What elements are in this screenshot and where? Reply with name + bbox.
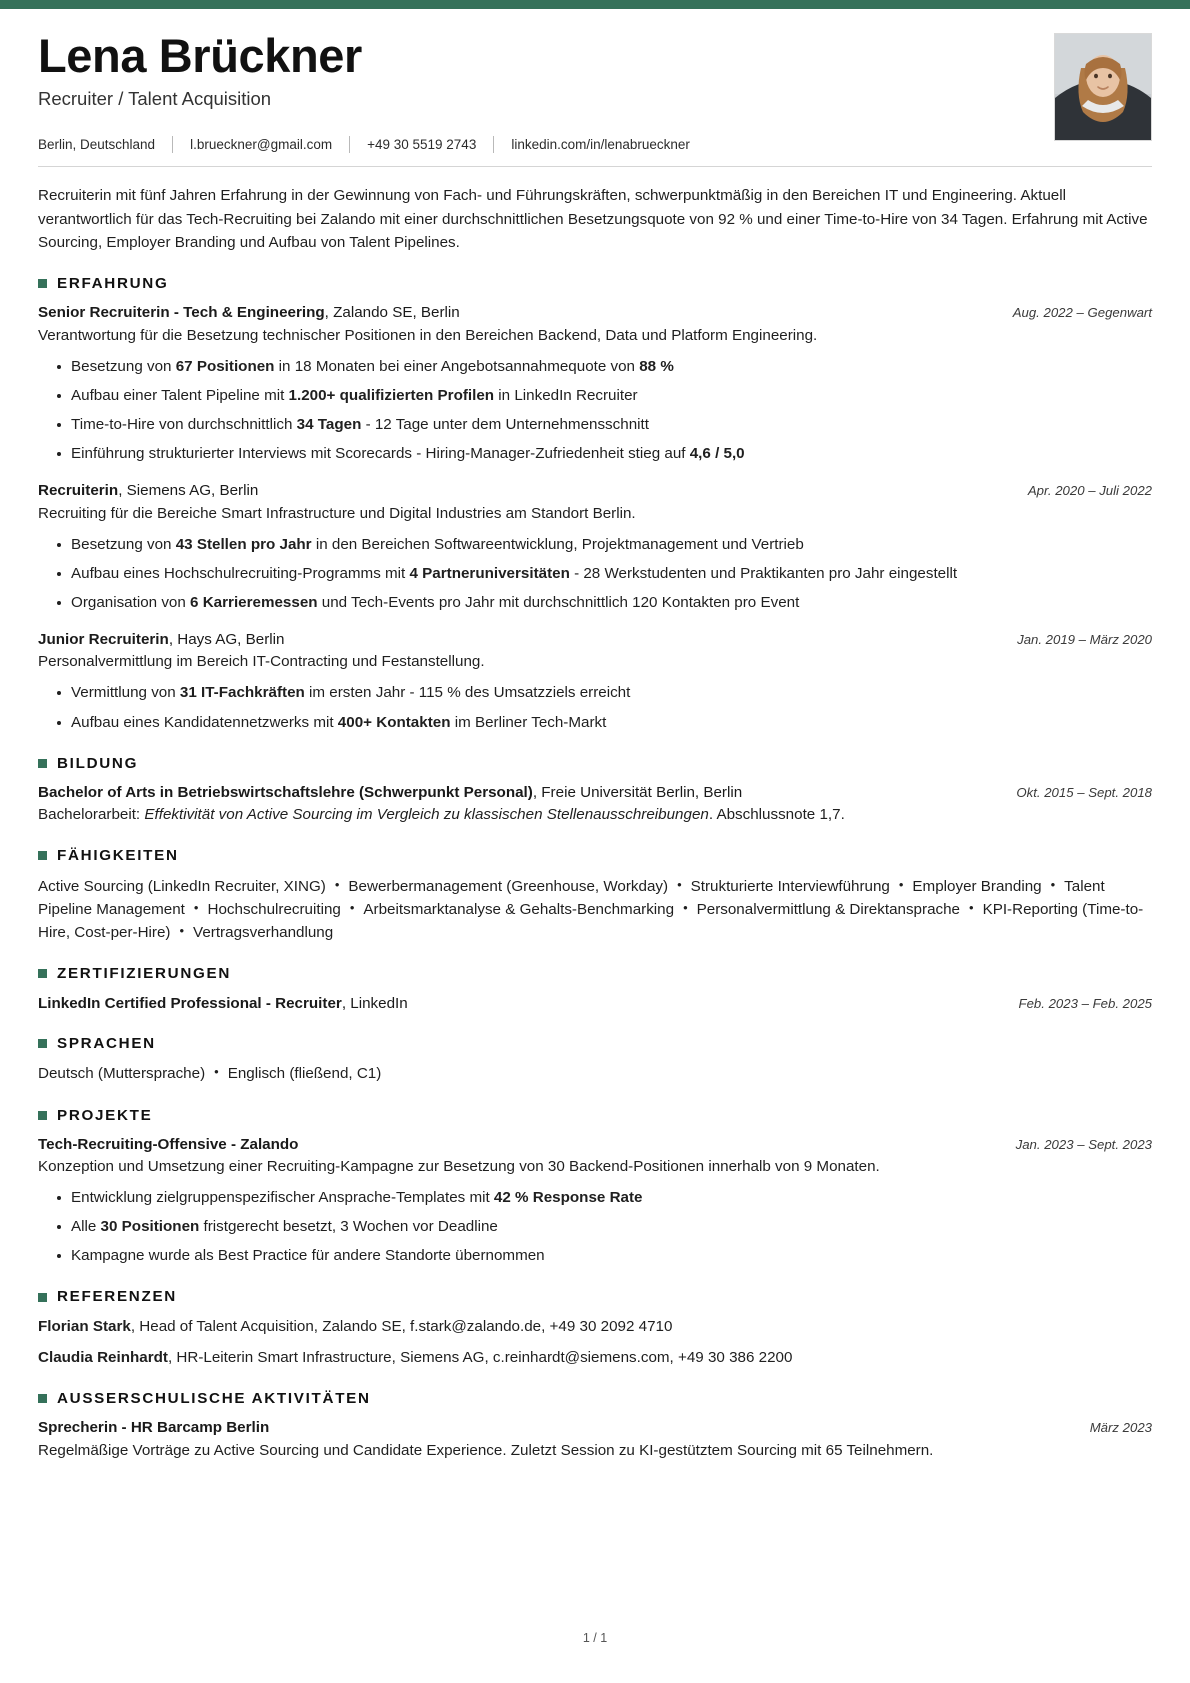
inline-list-item: Arbeitsmarktanalyse & Gehalts-Benchmarking: [363, 900, 675, 918]
bullet-text: Kampagne wurde als Best Practice für andere Standorte übernommen: [71, 1247, 545, 1265]
section-projects: [38, 1108, 1152, 1268]
job-bullet-list: [38, 534, 1152, 614]
job-description: Recruiting für die Bereiche Smart Infrastructure und Digital Industries am Standort Berlin.: [38, 504, 636, 522]
project-entry: [38, 1134, 1152, 1268]
bullet-item: [38, 385, 1152, 407]
bullet-item: [38, 682, 1152, 704]
resume-content: [0, 9, 1190, 1462]
page-number: 1 / 1: [582, 1631, 608, 1645]
certification-name: LinkedIn Certified Professional - Recruiter: [38, 994, 342, 1012]
education-degree: Bachelor of Arts in Betriebswirtschaftslehre (Schwerpunkt Personal): [38, 783, 533, 801]
contact-linkedin[interactable]: linkedin.com/in/lenabrueckner: [511, 136, 690, 152]
inline-separator-dot-icon: •: [179, 923, 185, 939]
contact-divider: [172, 136, 173, 153]
section-header-references: [38, 1289, 1152, 1304]
bullet-text: Besetzung von: [71, 358, 176, 376]
section-certifications: [38, 966, 1152, 1014]
languages-list: [38, 1062, 1152, 1085]
certification-entries: [38, 993, 1152, 1015]
section-marker-icon: [38, 1111, 47, 1120]
section-education: [38, 756, 1152, 827]
bullet-text: Alle: [71, 1218, 101, 1236]
contact-divider: [493, 136, 494, 153]
project-description: Konzeption und Umsetzung einer Recruiting-Kampagne zur Besetzung von 30 Backend-Positionen innerhalb von 9 Monaten.: [38, 1158, 880, 1176]
section-header-projects: [38, 1108, 1152, 1123]
bullet-text: Entwicklung zielgruppenspezifischer Ansprache-Templates mit: [71, 1189, 494, 1207]
project-title: [38, 1417, 1072, 1439]
section-references: [38, 1289, 1152, 1368]
experience-entry: [38, 302, 1152, 465]
section-header-languages: [38, 1036, 1152, 1051]
section-marker-icon: [38, 759, 47, 768]
inline-separator-dot-icon: •: [214, 1064, 219, 1080]
inline-list-item: KPI-Reporting (Time-to-Hire, Cost-per-Hire): [38, 900, 1144, 942]
section-title-extracurricular: AUSSERSCHULISCHE AKTIVITÄTEN: [57, 1389, 371, 1407]
project-entry: [38, 1417, 1152, 1462]
certification-header: [38, 993, 1152, 1015]
bullet-item: [38, 443, 1152, 465]
header-divider: [38, 166, 1152, 167]
inline-separator-dot-icon: •: [193, 899, 199, 915]
inline-list-item: Vertragsverhandlung: [193, 924, 334, 942]
section-header-skills: [38, 848, 1152, 863]
bullet-item: [38, 534, 1152, 556]
inline-list-item: Deutsch (Muttersprache): [38, 1065, 206, 1083]
job-header: [38, 480, 1152, 502]
project-title: [38, 1134, 998, 1156]
certification-entry: [38, 993, 1152, 1015]
section-header-extracurricular: [38, 1391, 1152, 1406]
reference-entries: [38, 1316, 1152, 1369]
section-title-projects: PROJEKTE: [57, 1106, 153, 1124]
job-header: [38, 629, 1152, 651]
section-marker-icon: [38, 1293, 47, 1302]
education-date: Okt. 2015 – Sept. 2018: [1016, 784, 1152, 800]
section-header-education: [38, 756, 1152, 771]
bullet-highlight: 43 Stellen pro Jahr: [175, 535, 312, 553]
experience-entry: [38, 629, 1152, 734]
inline-list-item: Personalvermittlung & Direktansprache: [696, 900, 960, 918]
inline-separator-dot-icon: •: [349, 899, 355, 915]
inline-list-item: Strukturierte Interviewführung: [690, 877, 890, 895]
section-title-education: BILDUNG: [57, 754, 139, 772]
bullet-text: und Tech-Events pro Jahr mit durchschnittlich 120 Kontakten pro Event: [317, 593, 800, 611]
contact-phone[interactable]: +49 30 5519 2743: [367, 136, 477, 152]
bullet-text: Einführung strukturierter Interviews mit Scorecards - Hiring-Manager-Zufriedenheit stieg auf: [71, 445, 690, 463]
contact-divider: [349, 136, 350, 153]
bullet-highlight: 34 Tagen: [296, 416, 362, 434]
certification-date: Feb. 2023 – Feb. 2025: [1018, 995, 1152, 1011]
bullet-text: Time-to-Hire von durchschnittlich: [71, 416, 297, 434]
job-title: [38, 480, 1010, 502]
bullet-text: im Berliner Tech-Markt: [450, 713, 607, 731]
candidate-name: Lena Brückner: [38, 29, 362, 82]
inline-separator-dot-icon: •: [334, 876, 340, 892]
job-company: , Hays AG, Berlin: [168, 630, 285, 648]
reference-name: Claudia Reinhardt: [38, 1348, 168, 1366]
skills-list: [38, 875, 1152, 945]
bullet-item: [38, 592, 1152, 614]
bullet-item: [38, 563, 1152, 585]
section-title-skills: FÄHIGKEITEN: [57, 847, 179, 865]
reference-name: Florian Stark: [38, 1317, 131, 1335]
job-bullet-list: [38, 356, 1152, 465]
reference-detail: , HR-Leiterin Smart Infrastructure, Siemens AG, c.reinhardt@siemens.com, +49 30 386 2200: [167, 1348, 793, 1366]
section-header-experience: [38, 276, 1152, 291]
inline-separator-dot-icon: •: [898, 876, 904, 892]
bullet-text: Aufbau eines Hochschulrecruiting-Programms mit: [71, 564, 410, 582]
job-role: Recruiterin: [38, 482, 119, 500]
job-date: Jan. 2019 – März 2020: [1017, 631, 1152, 647]
inline-list-item: Bewerbermanagement (Greenhouse, Workday): [348, 877, 669, 895]
section-marker-icon: [38, 1394, 47, 1403]
bullet-highlight: 30 Positionen: [100, 1218, 200, 1236]
portrait-illustration: [1055, 34, 1151, 140]
inline-list-item: Active Sourcing (LinkedIn Recruiter, XING): [38, 877, 326, 895]
education-thesis-label: Bachelorarbeit:: [38, 806, 145, 824]
bullet-highlight: 31 IT-Fachkräften: [179, 684, 305, 702]
bullet-text: fristgerecht besetzt, 3 Wochen vor Deadline: [199, 1218, 498, 1236]
section-title-languages: SPRACHEN: [57, 1035, 156, 1053]
project-header: [38, 1134, 1152, 1156]
section-marker-icon: [38, 279, 47, 288]
inline-separator-dot-icon: •: [683, 899, 688, 915]
bullet-highlight: 6 Karrieremessen: [190, 593, 318, 611]
inline-separator-dot-icon: •: [1050, 876, 1056, 892]
inline-separator-dot-icon: •: [969, 899, 974, 915]
education-thesis-title: Effektivität von Active Sourcing im Vergleich zu klassischen Stellenausschreibungen: [144, 806, 709, 824]
job-title: [38, 302, 995, 324]
job-header: [38, 302, 1152, 324]
job-title: [38, 629, 999, 651]
education-school: , Freie Universität Berlin, Berlin: [532, 783, 743, 801]
education-entries: [38, 782, 1152, 827]
section-marker-icon: [38, 851, 47, 860]
bullet-highlight: 4 Partneruniversitäten: [409, 564, 570, 582]
project-date: März 2023: [1089, 1419, 1152, 1435]
bullet-highlight: 88 %: [639, 358, 674, 376]
candidate-photo: [1054, 33, 1152, 141]
inline-list-item: Employer Branding: [912, 877, 1042, 895]
bullet-highlight: 67 Positionen: [175, 358, 275, 376]
bullet-text: Besetzung von: [71, 535, 176, 553]
bullet-text: im ersten Jahr - 115 % des Umsatzziels erreicht: [304, 684, 631, 702]
certification-issuer: , LinkedIn: [341, 994, 408, 1012]
section-marker-icon: [38, 969, 47, 978]
bullet-item: [38, 356, 1152, 378]
education-thesis: [38, 804, 1152, 826]
professional-summary: Recruiterin mit fünf Jahren Erfahrung in der Gewinnung von Fach- und Führungskräften, schwerpunktmäßig in den Bereichen IT und Engineering. Aktuell verantwortlich für das Tech-Recruiting bei Zalando mit einer durchschnittlichen Besetzungsquote von 92 % und einer Time-to-Hire von 34 Tagen. Erfahrung mit Active Sourcing, Employer Branding und Aufbau von Talent Pipelines.: [38, 187, 1148, 251]
education-entry: [38, 782, 1152, 827]
education-thesis-grade: . Abschlussnote 1,7.: [708, 806, 845, 824]
section-marker-icon: [38, 1039, 47, 1048]
project-bullet-list: [38, 1187, 1152, 1267]
job-company: , Siemens AG, Berlin: [118, 482, 259, 500]
job-description: Personalvermittlung im Bereich IT-Contracting und Festanstellung.: [38, 653, 485, 671]
experience-entries: [38, 302, 1152, 733]
inline-list-item: Englisch (fließend, C1): [227, 1065, 382, 1083]
project-entries: [38, 1134, 1152, 1268]
bullet-text: Aufbau einer Talent Pipeline mit: [71, 387, 289, 405]
reference-detail: , Head of Talent Acquisition, Zalando SE, f.stark@zalando.de, +49 30 2092 4710: [130, 1317, 673, 1335]
bullet-highlight: 1.200+ qualifizierten Profilen: [288, 387, 495, 405]
section-title-certifications: ZERTIFIZIERUNGEN: [57, 965, 232, 983]
bullet-item: [38, 1245, 1152, 1267]
section-experience: [38, 276, 1152, 733]
project-date: Jan. 2023 – Sept. 2023: [1015, 1136, 1152, 1152]
bullet-text: - 28 Werkstudenten und Praktikanten pro Jahr eingestellt: [569, 564, 958, 582]
bullet-highlight: 4,6 / 5,0: [689, 445, 745, 463]
project-header: [38, 1417, 1152, 1439]
resume-header: [38, 31, 1152, 153]
candidate-headline: Recruiter / Talent Acquisition: [38, 87, 272, 109]
job-description: Verantwortung für die Besetzung technischer Positionen in den Bereichen Backend, Data und Platform Engineering.: [38, 327, 818, 345]
section-extracurricular: [38, 1391, 1152, 1462]
bullet-text: Vermittlung von: [71, 684, 180, 702]
bullet-text: Aufbau eines Kandidatennetzwerks mit: [71, 713, 338, 731]
education-header: [38, 782, 1152, 804]
accent-top-bar: [0, 0, 1190, 9]
job-bullet-list: [38, 682, 1152, 733]
job-date: Aug. 2022 – Gegenwart: [1012, 305, 1152, 321]
contact-email[interactable]: l.brueckner@gmail.com: [190, 136, 333, 152]
page-footer: [0, 1631, 1190, 1645]
bullet-highlight: 42 % Response Rate: [493, 1189, 643, 1207]
bullet-text: in den Bereichen Softwareentwicklung, Projektmanagement und Vertrieb: [311, 535, 804, 553]
section-skills: [38, 848, 1152, 944]
section-title-experience: ERFAHRUNG: [57, 275, 169, 293]
job-role: Senior Recruiterin - Tech & Engineering: [38, 304, 325, 322]
project-description: Regelmäßige Vorträge zu Active Sourcing und Candidate Experience. Zuletzt Session zu KI-gestütztem Sourcing mit 65 Teilnehmern.: [38, 1441, 934, 1459]
bullet-highlight: 400+ Kontakten: [337, 713, 451, 731]
inline-list-item: Talent Pipeline Management: [38, 877, 1105, 918]
reference-entry: [38, 1316, 1152, 1338]
contact-row: [38, 136, 1034, 154]
bullet-text: Organisation von: [71, 593, 191, 611]
bullet-item: [38, 1187, 1152, 1209]
bullet-text: in 18 Monaten bei einer Angebotsannahmequote von: [274, 358, 640, 376]
header-left: [38, 31, 1034, 153]
bullet-item: [38, 712, 1152, 734]
education-title: [38, 782, 998, 804]
project-name: Sprecherin - HR Barcamp Berlin: [38, 1418, 270, 1436]
inline-list-item: Hochschulrecruiting: [207, 900, 341, 918]
job-date: Apr. 2020 – Juli 2022: [1027, 483, 1152, 499]
reference-entry: [38, 1347, 1152, 1369]
bullet-item: [38, 1216, 1152, 1238]
inline-separator-dot-icon: •: [677, 876, 682, 892]
experience-entry: [38, 480, 1152, 614]
section-title-references: REFERENZEN: [57, 1288, 177, 1306]
bullet-text: - 12 Tage unter dem Unternehmensschnitt: [361, 416, 649, 434]
extracurricular-entries: [38, 1417, 1152, 1462]
contact-location: Berlin, Deutschland: [38, 136, 156, 152]
certification-title: [38, 993, 1001, 1015]
bullet-text: in LinkedIn Recruiter: [494, 387, 638, 405]
job-company: , Zalando SE, Berlin: [324, 304, 460, 322]
section-header-certifications: [38, 966, 1152, 981]
bullet-item: [38, 414, 1152, 436]
job-role: Junior Recruiterin: [38, 630, 169, 648]
project-name: Tech-Recruiting-Offensive - Zalando: [38, 1135, 299, 1153]
section-languages: [38, 1036, 1152, 1085]
